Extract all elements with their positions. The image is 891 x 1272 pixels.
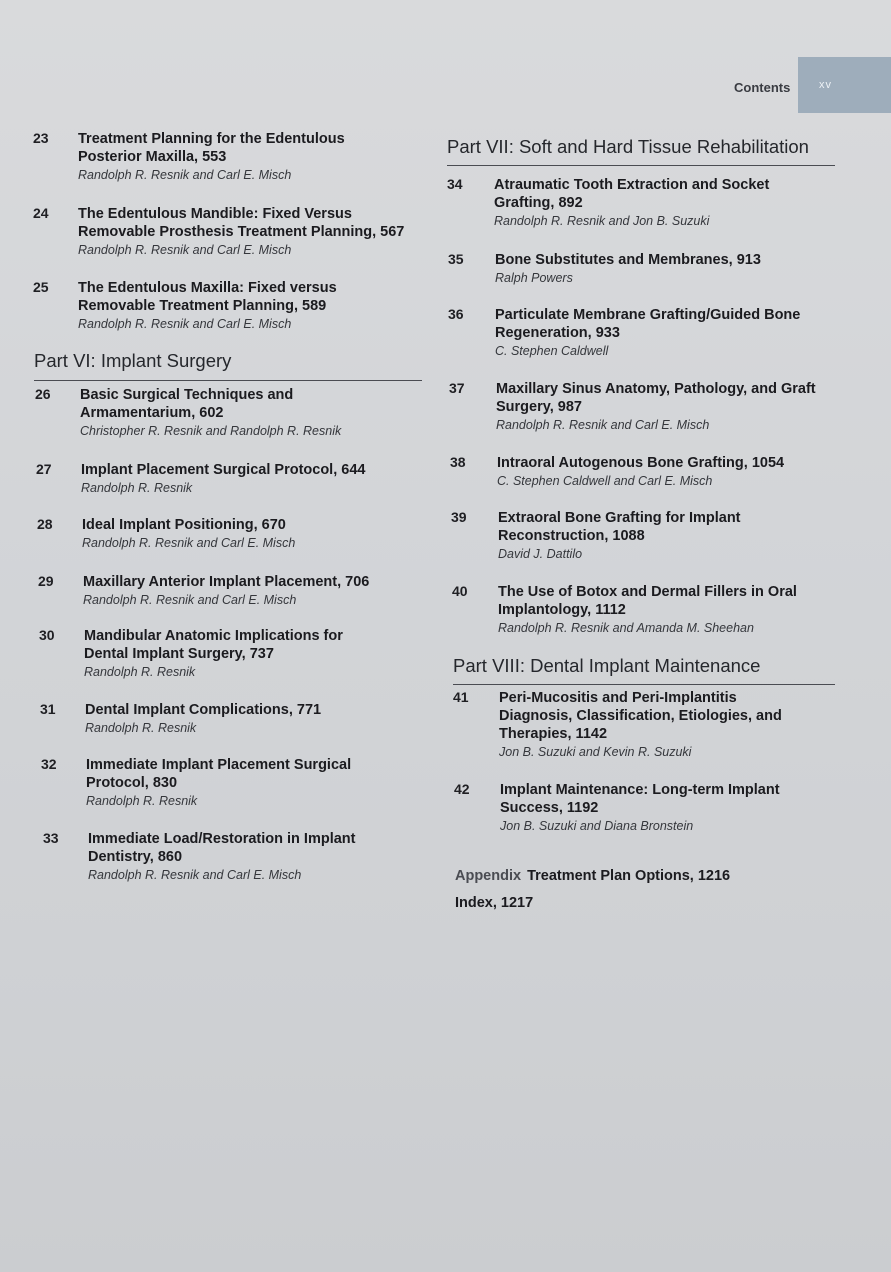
chapter-title-line: Particulate Membrane Grafting/Guided Bone [495, 307, 801, 323]
chapter-author: Randolph R. Resnik and Carl E. Misch [82, 536, 296, 550]
chapter-number: 33 [43, 830, 59, 846]
chapter-author: Randolph R. Resnik [85, 721, 197, 735]
chapter-title-line: Regeneration, 933 [495, 325, 620, 341]
chapter-number: 25 [33, 279, 49, 295]
appendix-entry[interactable] [455, 868, 730, 884]
chapter-number: 26 [35, 386, 51, 402]
chapter-author: Randolph R. Resnik and Carl E. Misch [78, 168, 292, 182]
chapter-number: 24 [33, 205, 49, 221]
part-7-heading: Part VII: Soft and Hard Tissue Rehabilitation [447, 136, 809, 157]
chapter-author: Randolph R. Resnik [86, 794, 198, 808]
chapter-author: C. Stephen Caldwell and Carl E. Misch [497, 474, 713, 488]
chapter-title-line: Success, 1192 [500, 800, 599, 816]
appendix-title: Treatment Plan Options, 1216 [527, 868, 731, 884]
chapter-title-line: Atraumatic Tooth Extraction and Socket [494, 177, 770, 193]
chapter-number: 27 [36, 461, 52, 477]
chapter-title-line: The Edentulous Maxilla: Fixed versus [78, 280, 337, 296]
chapter-number: 37 [449, 380, 465, 396]
chapter-title-line: Reconstruction, 1088 [498, 528, 645, 544]
appendix-label: Appendix [455, 868, 522, 884]
chapter-title-line: Bone Substitutes and Membranes, 913 [495, 252, 761, 268]
part-8-rule [453, 684, 835, 685]
chapter-title-line: Dental Implant Complications, 771 [85, 702, 322, 718]
chapter-author: David J. Dattilo [498, 547, 583, 561]
running-header: Contents [734, 80, 791, 95]
chapter-title-line: Therapies, 1142 [499, 726, 608, 742]
chapter-author: Randolph R. Resnik and Carl E. Misch [83, 593, 297, 607]
part-8-heading: Part VIII: Dental Implant Maintenance [453, 655, 761, 676]
chapter-title-line: Removable Treatment Planning, 589 [78, 298, 327, 314]
chapter-title-line: Intraoral Autogenous Bone Grafting, 1054 [497, 455, 785, 471]
chapter-number: 36 [448, 306, 464, 322]
chapter-title-line: Maxillary Sinus Anatomy, Pathology, and Graft [496, 381, 816, 397]
chapter-author: Randolph R. Resnik and Amanda M. Sheehan [498, 621, 754, 635]
chapter-title-line: Mandibular Anatomic Implications for [84, 628, 343, 644]
chapter-title-line: Implant Maintenance: Long-term Implant [500, 782, 780, 798]
chapter-number: 28 [37, 516, 53, 532]
chapter-author: C. Stephen Caldwell [495, 344, 609, 358]
chapter-title-line: Immediate Implant Placement Surgical [86, 757, 352, 773]
chapter-title-line: Implantology, 1112 [498, 602, 626, 618]
chapter-title-line: Treatment Planning for the Edentulous [78, 131, 345, 147]
chapter-title-line: Maxillary Anterior Implant Placement, 706 [83, 574, 370, 590]
page-number-tab [798, 57, 891, 113]
chapter-title-line: Surgery, 987 [496, 399, 582, 415]
chapter-author: Randolph R. Resnik and Carl E. Misch [78, 317, 292, 331]
chapter-author: Jon B. Suzuki and Diana Bronstein [500, 819, 694, 833]
chapter-title-line: The Edentulous Mandible: Fixed Versus [78, 206, 352, 222]
chapter-title-line: Removable Prosthesis Treatment Planning, 567 [78, 224, 405, 240]
chapter-number: 34 [447, 176, 463, 192]
chapter-number: 42 [454, 781, 470, 797]
chapter-title-line: Peri-Mucositis and Peri-Implantitis [499, 690, 737, 706]
chapter-author: Randolph R. Resnik [84, 665, 196, 679]
chapter-number: 40 [452, 583, 468, 599]
chapter-author: Ralph Powers [495, 271, 573, 285]
chapter-title-line: Ideal Implant Positioning, 670 [82, 517, 286, 533]
part-7-rule [447, 165, 835, 166]
chapter-number: 38 [450, 454, 466, 470]
chapter-title-line: Basic Surgical Techniques and [80, 387, 294, 403]
index-entry[interactable]: Index, 1217 [455, 895, 534, 911]
chapter-author: Randolph R. Resnik and Carl E. Misch [496, 418, 710, 432]
chapter-number: 31 [40, 701, 56, 717]
chapter-title-line: Diagnosis, Classification, Etiologies, and [499, 708, 782, 724]
chapter-author: Christopher R. Resnik and Randolph R. Resnik [80, 424, 342, 438]
chapter-title-line: Dental Implant Surgery, 737 [84, 646, 274, 662]
chapter-author: Jon B. Suzuki and Kevin R. Suzuki [499, 745, 692, 759]
chapter-number: 32 [41, 756, 57, 772]
part-6-rule [34, 380, 422, 381]
chapter-title-line: Extraoral Bone Grafting for Implant [498, 510, 741, 526]
chapter-title-line: Grafting, 892 [494, 195, 583, 211]
chapter-title-line: Protocol, 830 [86, 775, 178, 791]
chapter-number: 30 [39, 627, 55, 643]
chapter-number: 29 [38, 573, 54, 589]
chapter-title-line: Posterior Maxilla, 553 [78, 149, 227, 165]
chapter-author: Randolph R. Resnik [81, 481, 193, 495]
chapter-author: Randolph R. Resnik and Carl E. Misch [78, 243, 292, 257]
chapter-title-line: Dentistry, 860 [88, 849, 183, 865]
chapter-author: Randolph R. Resnik and Jon B. Suzuki [494, 214, 710, 228]
chapter-number: 35 [448, 251, 464, 267]
page-number: xv [819, 79, 832, 91]
part-6-heading: Part VI: Implant Surgery [34, 350, 232, 371]
chapter-number: 23 [33, 130, 49, 146]
chapter-number: 39 [451, 509, 467, 525]
chapter-title-line: The Use of Botox and Dermal Fillers in Oral [498, 584, 797, 600]
chapter-title-line: Armamentarium, 602 [80, 405, 224, 421]
chapter-title-line: Immediate Load/Restoration in Implant [88, 831, 356, 847]
chapter-number: 41 [453, 689, 469, 705]
chapter-author: Randolph R. Resnik and Carl E. Misch [88, 868, 302, 882]
chapter-title-line: Implant Placement Surgical Protocol, 644 [81, 462, 366, 478]
